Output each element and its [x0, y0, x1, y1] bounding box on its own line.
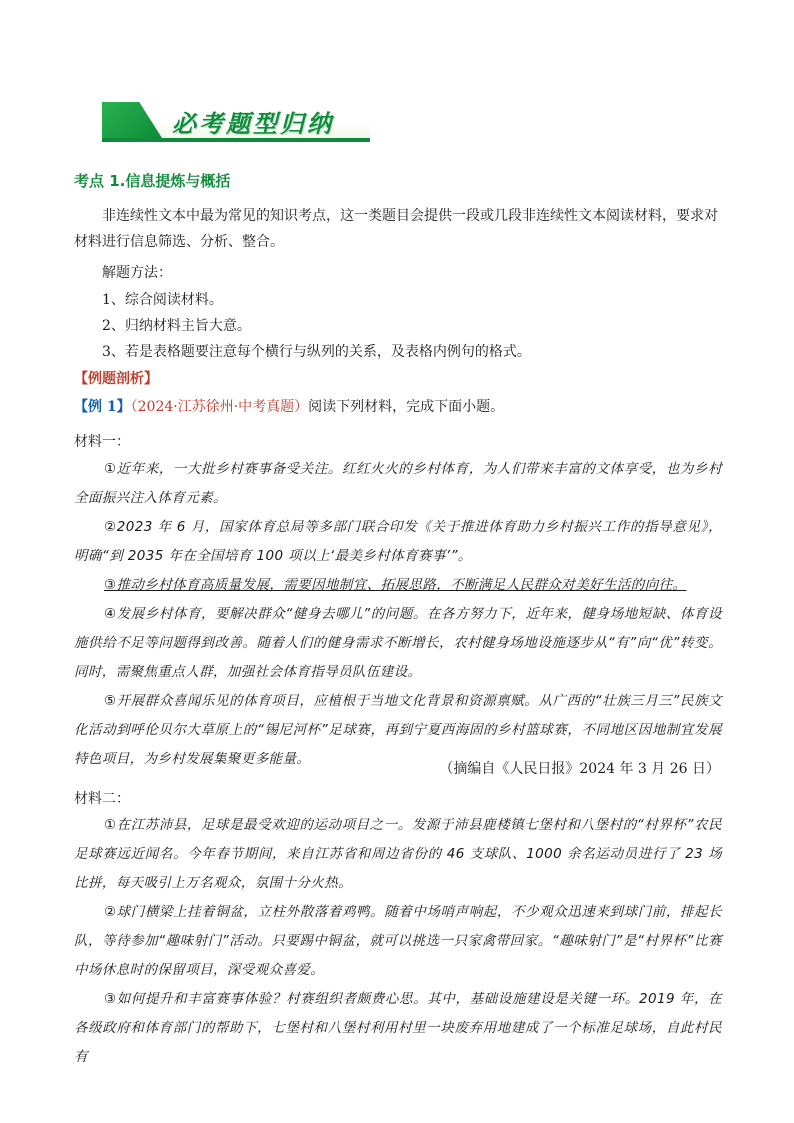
section-banner [102, 102, 370, 142]
example-header [74, 396, 504, 416]
example-tag: 【例 1】 [74, 399, 131, 415]
material1-para-5: ⑤开展群众喜闻乐见的体育项目，应植根于当地文化背景和资源禀赋。从广西的“壮族三月三”民族文化活动到呼伦贝尔大草原上的“锡尼河杯”足球赛，再到宁夏西海固的乡村篮球赛，不同地区因地制宜发展特色项目，为乡村发展集聚更多能量。 [74, 693, 722, 767]
method-step-1: 1、综合阅读材料。 [102, 292, 223, 308]
method-step-3: 3、若是表格题要注意每个横行与纵列的关系，及表格内例句的格式。 [102, 344, 531, 360]
method-label: 解题方法： [102, 265, 172, 281]
material1-para-1: ①近年来，一大批乡村赛事备受关注。红红火火的乡村体育，为人们带来丰富的文体享受，也为乡村全面振兴注入体育元素。 [74, 461, 722, 506]
material1-label: 材料一： [74, 434, 130, 450]
material1-body [74, 455, 722, 774]
material1-para-3: ③推动乡村体育高质量发展，需要因地制宜、拓展思路，不断满足人民群众对美好生活的向往。 [104, 577, 687, 593]
intro-paragraph: 非连续性文本中最为常见的知识考点，这一类题目会提供一段或几段非连续性文本阅读材料，要求对材料进行信息筛选、分析、整合。 [74, 208, 718, 250]
method-step-2: 2、归纳材料主旨大意。 [102, 318, 251, 334]
example-source: （2024·江苏徐州·中考真题） [130, 399, 309, 415]
material1-para-2: ②2023 年 6 月，国家体育总局等多部门联合印发《关于推进体育助力乡村振兴工作的指导意见》，明确“到 2035 年在全国培育 100 项以上‘最美乡村体育赛事’”。 [74, 519, 722, 564]
example-prompt: 阅读下列材料，完成下面小题。 [308, 399, 505, 415]
material2-para-2: ②球门横梁上挂着铜盆，立柱外散落着鸡鸭。随着中场哨声响起，不少观众迅速来到球门前，排起长队，等待参加“趣味射门”活动。只要踢中铜盆，就可以挑选一只家禽带回家。“趣味射门”是“村界杯”比赛中场休息时的保留项目，深受观众喜爱。 [74, 904, 722, 978]
material2-label: 材料二： [74, 791, 130, 807]
material2-para-3: ③如何提升和丰富赛事体验？村赛组织者颇费心思。其中，基础设施建设是关键一环。2019 年，在各级政府和体育部门的帮助下，七堡村和八堡村利用村里一块废弃用地建成了一个标准足球场，自此村民有 [74, 991, 722, 1065]
material2-para-1: ①在江苏沛县，足球是最受欢迎的运动项目之一。发源于沛县鹿楼镇七堡村和八堡村的“村界杯”农民足球赛远近闻名。今年春节期间，来自江苏省和周边省份的 46 支球队、1000 余名运动员进行了 23 场比拼，每天吸引上万名观众，氛围十分火热。 [74, 817, 722, 891]
topic-heading: 考点 1.信息提炼与概括 [74, 172, 231, 190]
material1-source: （摘编自《人民日报》2024 年 3 月 26 日） [439, 761, 720, 777]
example-section-label: 【例题剖析】 [74, 371, 158, 387]
banner-title: 必考题型归纳 [172, 110, 334, 138]
material2-body [74, 811, 722, 1072]
material1-para-4: ④发展乡村体育，要解决群众“健身去哪儿”的问题。在各方努力下，近年来，健身场地短缺、体育设施供给不足等问题得到改善。随着人们的健身需求不断增长，农村健身场地设施逐步从“有”向“优”转变。同时，需聚焦重点人群，加强社会体育指导员队伍建设。 [74, 606, 722, 680]
